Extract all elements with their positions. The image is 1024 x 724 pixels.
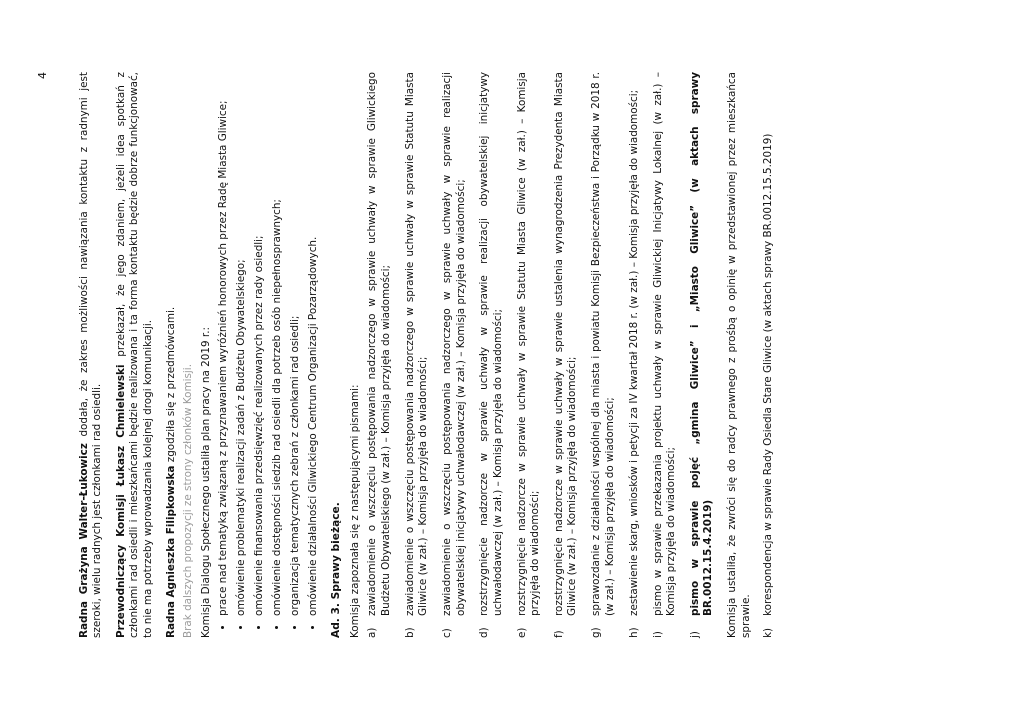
letter-text: zawiadomienie o wszczęciu postępowania nadzorczego w sprawie uchwały w sprawie Gliwickiego Budżetu Obywatelskiego (w zał.) – Komisja przyjęła do wiadomości; (366, 72, 392, 616)
paragraph-text: dodała, że zakres możliwości nawiązania kontaktu z radnymi jest szeroki, wielu radnych jest członkami rad osiedli. (78, 71, 104, 638)
letters-list-continued (762, 72, 775, 638)
letter-text: pismo w sprawie pojęć „gmina Gliwice” i „Miasto Gliwice” (w aktach sprawy BR.0012.15.4.2019) (688, 72, 715, 616)
section-heading: Ad. 3. Sprawy bieżące. (329, 502, 342, 638)
letter-label: g) (590, 627, 603, 638)
letter-text: zawiadomienie o wszczęciu postępowania nadzorczego w sprawie uchwały w sprawie Statutu Miasta Gliwice (w zał.) – Komisja przyjęła do wiadomości; (403, 72, 430, 616)
list-item: • omówienie działalności Gliwickiego Centrum Organizacji Pozarządowych. (307, 72, 320, 616)
letter-item (652, 72, 679, 638)
paragraph-text: zgodziła się z przedmówcami. (165, 306, 178, 466)
list-item: • omówienie finansowania przedsięwzięć realizowanych przez rady osiedli; (253, 72, 266, 616)
speaker-name: Radna Grażyna Walter-Łukowicz (78, 443, 90, 638)
letters-list (366, 72, 715, 638)
letters-intro: Komisja zapoznała się z następującymi pismami: (349, 384, 362, 638)
letter-label: f) (553, 630, 566, 638)
letter-label: k) (762, 627, 774, 638)
letter-item (590, 72, 617, 638)
letter-item (441, 72, 468, 638)
plan-intro: Komisja Dialogu Społecznego ustaliła plan pracy na 2019 r.: (199, 326, 212, 638)
speaker-name: Przewodniczący Komisji Łukasz Chmielewski (114, 364, 127, 638)
paragraph-walter-lukowicz (78, 72, 105, 638)
letter-label: d) (478, 627, 491, 638)
letter-text: sprawozdanie z działalności wspólnej dla miasta i powiatu Komisji Bezpieczeństwa i Porządku w 2018 r. (w zał.) – Komisja przyjęła do wiadomości; (590, 72, 616, 616)
list-item: • omówienie problematyki realizacji zadań z Budżetu Obywatelskiego; (235, 72, 248, 616)
paragraph-filipkowska (165, 72, 178, 638)
letter-text: rozstrzygnięcie nadzorcze w sprawie uchwały w sprawie ustalenia wynagrodzenia Prezydenta Miasta Gliwice (w zał.) – Komisja przyjęła do wiadomości; (553, 72, 579, 616)
letter-text: zestawienie skarg, wniosków i petycji za IV kwartał 2018 r. (w zał.) – Komisja przyjęła do wiadomości; (627, 89, 640, 616)
letter-item (404, 72, 431, 638)
letter-label: j) (688, 631, 701, 638)
plan-list (217, 72, 320, 638)
letter-text: korespondencja w sprawie Rady Osiedla Stare Gliwice (w aktach sprawy BR.0012.15.5.2019) (762, 133, 774, 616)
letter-item (366, 72, 393, 638)
letter-item (628, 72, 641, 638)
faded-line: Brak dalszych propozycji ze strony członków Komisji. (182, 364, 195, 638)
document-page (12, 12, 1012, 712)
letter-item (478, 72, 505, 638)
paragraph-chmielewski (115, 72, 155, 638)
conclusion-paragraph: Komisja ustaliła, że zwróci się do radcy prawnego z prośbą o opinię w przedstawionej przez mieszkańca sprawie. (726, 72, 752, 638)
letter-text: rozstrzygnięcie nadzorcze w sprawie uchwały w sprawie realizacji obywatelskiej inicjatywy uchwałodawczej (w zał.) – Komisja przyjęła do wiadomości; (478, 72, 504, 616)
letter-text: rozstrzygnięcie nadzorcze w sprawie uchwały w sprawie Statutu Miasta Gliwice (w zał.) – Komisja przyjęła do wiadomości; (515, 72, 542, 616)
letter-text: zawiadomienie o wszczęciu postępowania nadzorczego w sprawie uchwały w sprawie realizacji obywatelskiej inicjatywy uchwałodawczej (w zał.) – Komisja przyjęła do wiadomości; (441, 72, 467, 616)
letter-label: e) (515, 627, 528, 638)
list-item: • prace nad tematyką związaną z przyznawaniem wyróżnień honorowych przez Radę Miasta Gliwice; (217, 72, 230, 616)
letter-label: a) (366, 627, 379, 638)
letter-text: pismo w sprawie przekazania projektu uchwały w sprawie Gliwickiej Inicjatywy Lokalnej (w zał.) – Komisja przyjęła do wiadomości; (651, 72, 677, 616)
paragraph-text: przekazał, że jego zdaniem, jeżeli idea spotkań z członkami rad osiedli i mieszkańcami będzie realizowana i ta forma kontaktu będzie dobrze funkcjonować, to nie ma potrzeby wprowadzania kolejnej drogi komunikacji. (114, 72, 154, 638)
list-item: • organizacja tematycznych zebrań z członkami rad osiedli; (289, 72, 302, 616)
letter-item (689, 72, 716, 638)
letter-label: i) (651, 631, 664, 638)
speaker-name: Radna Agnieszka Filipkowska (165, 465, 178, 638)
letter-item (516, 72, 543, 638)
list-item: • omówienie dostępności siedzib rad osiedli dla potrzeb osób niepełnosprawnych; (271, 72, 284, 616)
page-number: 4 (36, 72, 49, 79)
letter-label: h) (627, 627, 640, 638)
letter-label: c) (441, 628, 454, 638)
letter-item (762, 72, 775, 638)
letter-label: b) (403, 627, 416, 638)
letter-item (553, 72, 580, 638)
